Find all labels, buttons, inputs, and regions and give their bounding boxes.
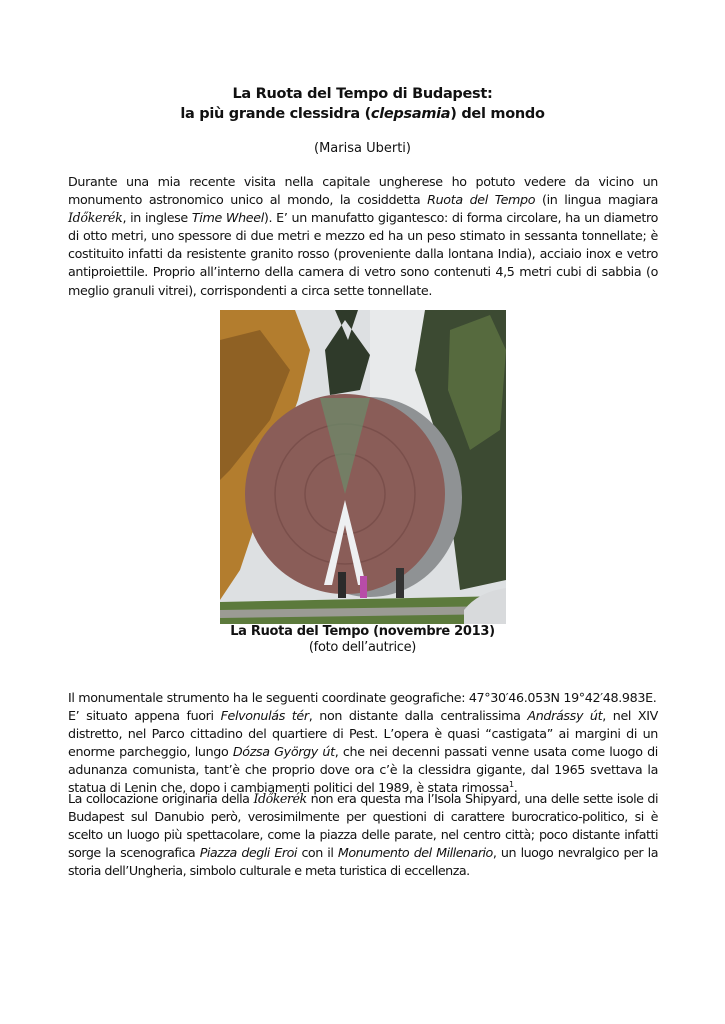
photo-caption-title: La Ruota del Tempo (novembre 2013)	[230, 624, 495, 639]
paragraph-location	[68, 689, 658, 798]
paragraph-intro	[68, 173, 658, 300]
italic-term: Monumento del Millenario	[337, 845, 493, 861]
body-text: .	[513, 780, 518, 796]
body-text: , che nei decenni passati venne usata come luogo di adunanza comunista, tant’è che proprio dove ora c’è la clessidra gigante, dal 1965 svettava la statua di Lenin che, dopo i cambiamenti politici del 1989, è stata rimossa	[68, 744, 658, 796]
italic-term: Piazza degli Eroi	[199, 845, 297, 861]
person-2	[360, 576, 367, 598]
italic-term: Andrássy út	[527, 708, 603, 724]
photo-illustration	[220, 310, 506, 624]
body-text: con il	[296, 845, 338, 861]
body-text: ). E’ un manufatto gigantesco: di forma circolare, ha un diametro di otto metri, uno spessore di due metri e mezzo ed ha un peso stimato in sessanta tonnellate; è costituito infatti da resistente granito rosso (proveniente dalla lontana India), acciaio inox e vetro antiproiettile. Proprio all’interno della camera di vetro sono contenuti 4,5 metri cubi di sabbia (o meglio granuli vitrei), corrispondenti a circa sette tonnellate.	[68, 210, 659, 298]
author-byline: (Marisa Uberti)	[314, 141, 411, 156]
italic-term: Dózsa György út	[232, 744, 335, 760]
body-text: (in lingua magiara	[535, 192, 659, 208]
photo-caption-credit: (foto dell’autrice)	[308, 640, 417, 655]
italic-term: Time Wheel	[191, 210, 264, 226]
body-text: , nel XIV distretto, nel Parco cittadino del quartiere di Pest. L’opera è quasi “castigata” ai margini di un enorme parcheggio, lungo	[68, 708, 658, 760]
title-text: la più grande clessidra (	[180, 106, 371, 122]
body-text: Il monumentale strumento ha le seguenti coordinate geografiche: 47°30′46.053N 19°42′48.983E.	[68, 690, 657, 705]
magyar-term: Időkerék	[68, 210, 123, 226]
italic-term: Ruota del Tempo	[427, 192, 536, 208]
document-title-line-2	[60, 106, 665, 122]
time-wheel-photo	[220, 310, 506, 624]
document-title-line-1: La Ruota del Tempo di Budapest:	[232, 86, 493, 102]
body-text: , in inglese	[122, 210, 192, 226]
footnote-marker[interactable]: 1	[509, 780, 514, 790]
person-1	[338, 572, 346, 598]
body-text: non era questa ma l’Isola Shipyard, una delle sette isole di Budapest sul Danubio però, verosimilmente per questioni di carattere burocratico-politico, si è scelto un luogo più spettacolare, come la piazza delle parate, nel centro città; poco distante infatti sorge la scenografica	[68, 791, 658, 861]
magyar-term: Időkerék	[253, 791, 307, 806]
title-italic-term: clepsamia	[370, 106, 451, 122]
paragraph-history	[68, 790, 658, 880]
italic-term: Felvonulás tér	[220, 708, 309, 724]
person-3	[396, 568, 404, 598]
body-text: La collocazione originaria della	[68, 791, 254, 806]
body-text: Durante una mia recente visita nella capitale ungherese ho potuto vedere da vicino un monumento astronomico unico al mondo, la cosiddetta	[68, 174, 658, 208]
body-text: , non distante dalla centralissima	[308, 708, 528, 724]
title-text: ) del mondo	[450, 106, 545, 122]
body-text: , un luogo nevralgico per la storia dell’Ungheria, simbolo culturale e meta turistica di eccellenza.	[68, 845, 658, 879]
body-text: E’ situato appena fuori	[68, 708, 221, 724]
